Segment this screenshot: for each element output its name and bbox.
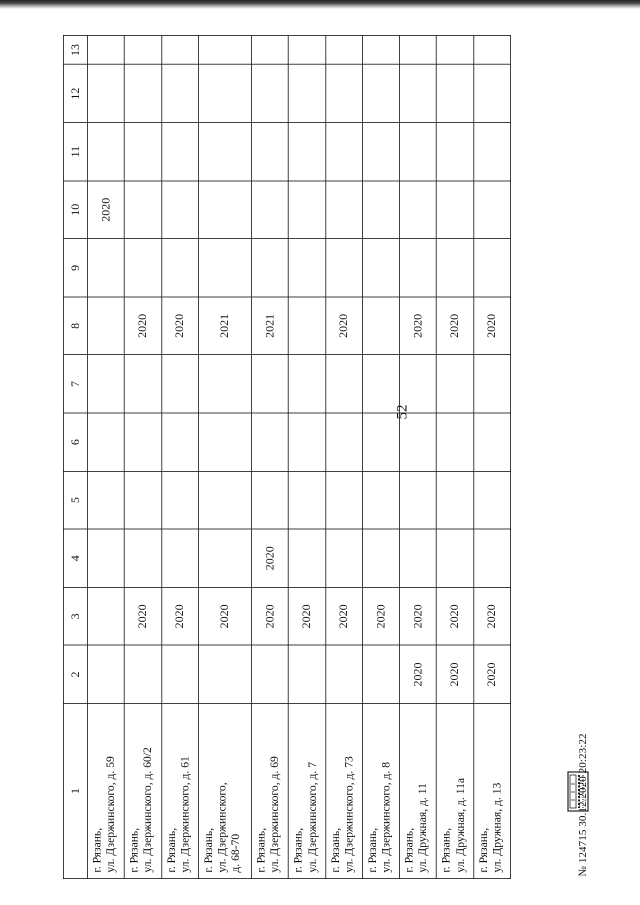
table-body: [87, 35, 510, 878]
year-cell-col-10: [326, 181, 363, 239]
year-cell-col-8: 2020: [437, 297, 474, 355]
scan-edge: [0, 0, 640, 9]
table-row: [363, 35, 400, 878]
year-cell-col-9: [474, 239, 511, 297]
year-cell-col-7: [363, 355, 400, 413]
year-cell-col-5: [400, 471, 437, 529]
address-line: г. Рязань,: [403, 827, 416, 873]
year-cell-col-13: [161, 35, 198, 64]
year-cell-col-9: [400, 239, 437, 297]
schedule-table: [63, 35, 511, 879]
year-cell-col-3: 2020: [363, 587, 400, 645]
year-cell-col-11: [363, 123, 400, 181]
year-cell-col-12: [161, 65, 198, 123]
year-cell-col-3: 2020: [400, 587, 437, 645]
year-cell-col-10: [363, 181, 400, 239]
year-cell-col-4: [363, 529, 400, 587]
year-cell-col-2: 2020: [400, 645, 437, 703]
year-cell-col-4: [474, 529, 511, 587]
year-cell-col-11: [124, 123, 161, 181]
address-line: г. Рязань,: [366, 827, 379, 873]
page-number: 52: [394, 404, 411, 420]
address-line: г. Рязань,: [91, 827, 104, 873]
address-cell: [400, 703, 437, 878]
address-line: г. Рязань,: [329, 827, 342, 873]
year-cell-col-5: [437, 471, 474, 529]
address-line: ул. Дзержинского, д. 61: [178, 756, 192, 873]
year-cell-col-13: [474, 35, 511, 64]
year-cell-col-12: [326, 65, 363, 123]
year-cell-col-10: [400, 181, 437, 239]
year-cell-col-11: [198, 123, 251, 181]
year-cell-col-13: [124, 35, 161, 64]
year-cell-col-6: [87, 413, 124, 471]
address-cell: [87, 703, 124, 878]
year-cell-col-5: [124, 471, 161, 529]
year-cell-col-10: [198, 181, 251, 239]
address-line: д. 68-70: [229, 833, 243, 873]
year-cell-col-10: [437, 181, 474, 239]
year-cell-col-7: [289, 355, 326, 413]
year-cell-col-10: [124, 181, 161, 239]
year-cell-col-8: 2021: [198, 297, 251, 355]
year-cell-col-12: [400, 65, 437, 123]
address-cell: [124, 703, 161, 878]
year-cell-col-12: [198, 65, 251, 123]
year-cell-col-7: [252, 355, 289, 413]
year-cell-col-12: [363, 65, 400, 123]
year-cell-col-7: [474, 355, 511, 413]
year-cell-col-7: [326, 355, 363, 413]
year-cell-col-4: [198, 529, 251, 587]
year-cell-col-8: [289, 297, 326, 355]
year-cell-col-7: [437, 355, 474, 413]
year-cell-col-6: [363, 413, 400, 471]
column-header-6: 6: [63, 413, 87, 471]
year-cell-col-11: [474, 123, 511, 181]
column-header-7: 7: [63, 355, 87, 413]
year-cell-col-10: [252, 181, 289, 239]
year-cell-col-11: [161, 123, 198, 181]
year-cell-col-3: 2020: [437, 587, 474, 645]
year-cell-col-2: [124, 645, 161, 703]
year-cell-col-3: 2020: [326, 587, 363, 645]
year-cell-col-5: [161, 471, 198, 529]
address-cell: [474, 703, 511, 878]
column-header-3: 3: [63, 587, 87, 645]
year-cell-col-6: [326, 413, 363, 471]
year-cell-col-9: [437, 239, 474, 297]
column-header-4: 4: [63, 529, 87, 587]
rotated-table-frame: [63, 35, 511, 879]
address-line: ул. Дзержинского, д. 7: [305, 761, 319, 873]
table-row: [289, 35, 326, 878]
year-cell-col-3: [87, 587, 124, 645]
address-line: г. Рязань,: [128, 827, 141, 873]
address-line: г. Рязань,: [255, 827, 268, 873]
address-line: г. Рязань,: [202, 827, 215, 873]
year-cell-col-9: [326, 239, 363, 297]
address-line: г. Рязань,: [477, 827, 490, 873]
year-cell-col-2: [363, 645, 400, 703]
table-row: [124, 35, 161, 878]
address-line: ул. Дружная, д. 11а: [453, 777, 467, 873]
registration-stamp: № 124715 30.12.2020 20:23:22: [577, 733, 589, 877]
year-cell-col-5: [252, 471, 289, 529]
year-cell-col-4: [87, 529, 124, 587]
year-cell-col-3: 2020: [474, 587, 511, 645]
year-cell-col-12: [437, 65, 474, 123]
year-cell-col-11: [252, 123, 289, 181]
header-row: [63, 35, 87, 878]
year-cell-col-9: [363, 239, 400, 297]
year-cell-col-12: [87, 65, 124, 123]
year-cell-col-2: [252, 645, 289, 703]
column-header-10: 10: [63, 181, 87, 239]
table-row: [437, 35, 474, 878]
address-cell: [326, 703, 363, 878]
address-line: г. Рязань,: [292, 827, 305, 873]
year-cell-col-7: [87, 355, 124, 413]
address-line: ул. Дзержинского,: [215, 782, 229, 873]
column-header-8: 8: [63, 297, 87, 355]
year-cell-col-10: [289, 181, 326, 239]
address-cell: [252, 703, 289, 878]
year-cell-col-13: [363, 35, 400, 64]
year-cell-col-10: [474, 181, 511, 239]
address-cell: [161, 703, 198, 878]
address-cell: [198, 703, 251, 878]
year-cell-col-4: [161, 529, 198, 587]
year-cell-col-11: [289, 123, 326, 181]
year-cell-col-4: [326, 529, 363, 587]
year-cell-col-8: [363, 297, 400, 355]
year-cell-col-10: [161, 181, 198, 239]
address-cell: [289, 703, 326, 878]
address-line: ул. Дружная, д. 11: [416, 783, 430, 873]
column-header-9: 9: [63, 239, 87, 297]
year-cell-col-8: 2020: [400, 297, 437, 355]
address-line: ул. Дзержинского, д. 59: [104, 756, 118, 873]
address-line: ул. Дзержинского, д. 69: [268, 756, 282, 873]
year-cell-col-6: [437, 413, 474, 471]
year-cell-col-4: [400, 529, 437, 587]
address-line: ул. Дзержинского, д. 60/2: [141, 747, 155, 873]
year-cell-col-3: 2020: [289, 587, 326, 645]
year-cell-col-5: [87, 471, 124, 529]
year-cell-col-9: [289, 239, 326, 297]
year-cell-col-6: [124, 413, 161, 471]
year-cell-col-6: [400, 413, 437, 471]
year-cell-col-13: [87, 35, 124, 64]
year-cell-col-6: [289, 413, 326, 471]
address-line: ул. Дружная, д. 13: [490, 782, 504, 873]
year-cell-col-8: 2020: [124, 297, 161, 355]
year-cell-col-3: 2020: [124, 587, 161, 645]
table-row: [474, 35, 511, 878]
year-cell-col-4: [289, 529, 326, 587]
year-cell-col-13: [437, 35, 474, 64]
year-cell-col-11: [400, 123, 437, 181]
table-row: [198, 35, 251, 878]
year-cell-col-13: [289, 35, 326, 64]
year-cell-col-11: [437, 123, 474, 181]
table-row: [326, 35, 363, 878]
year-cell-col-8: 2021: [252, 297, 289, 355]
year-cell-col-2: 2020: [474, 645, 511, 703]
year-cell-col-13: [252, 35, 289, 64]
year-cell-col-8: 2020: [474, 297, 511, 355]
year-cell-col-2: [161, 645, 198, 703]
year-cell-col-5: [474, 471, 511, 529]
year-cell-col-2: [198, 645, 251, 703]
column-header-5: 5: [63, 471, 87, 529]
year-cell-col-13: [326, 35, 363, 64]
year-cell-col-7: [124, 355, 161, 413]
year-cell-col-12: [252, 65, 289, 123]
year-cell-col-12: [289, 65, 326, 123]
column-header-11: 11: [63, 123, 87, 181]
year-cell-col-13: [400, 35, 437, 64]
year-cell-col-5: [363, 471, 400, 529]
year-cell-col-10: 2020: [87, 181, 124, 239]
year-cell-col-6: [474, 413, 511, 471]
year-cell-col-6: [252, 413, 289, 471]
year-cell-col-6: [161, 413, 198, 471]
table-header: [63, 35, 87, 878]
year-cell-col-5: [326, 471, 363, 529]
year-cell-col-3: 2020: [252, 587, 289, 645]
address-line: ул. Дзержинского, д. 73: [342, 756, 356, 873]
column-header-12: 12: [63, 65, 87, 123]
year-cell-col-8: 2020: [161, 297, 198, 355]
year-cell-col-9: [87, 239, 124, 297]
column-header-13: 13: [63, 35, 87, 64]
address-line: г. Рязань,: [165, 827, 178, 873]
year-cell-col-12: [474, 65, 511, 123]
year-cell-col-8: 2020: [326, 297, 363, 355]
year-cell-col-2: [289, 645, 326, 703]
table-row: [252, 35, 289, 878]
year-cell-col-9: [161, 239, 198, 297]
year-cell-col-7: [161, 355, 198, 413]
table-row: [87, 35, 124, 878]
address-cell: [437, 703, 474, 878]
year-cell-col-11: [326, 123, 363, 181]
year-cell-col-12: [124, 65, 161, 123]
year-cell-col-9: [124, 239, 161, 297]
year-cell-col-4: [437, 529, 474, 587]
address-line: г. Рязань,: [440, 827, 453, 873]
table-row: [400, 35, 437, 878]
column-header-2: 2: [63, 645, 87, 703]
year-cell-col-7: [400, 355, 437, 413]
address-line: ул. Дзержинского, д. 8: [379, 761, 393, 873]
year-cell-col-6: [198, 413, 251, 471]
year-cell-col-3: 2020: [161, 587, 198, 645]
address-cell: [363, 703, 400, 878]
year-cell-col-5: [198, 471, 251, 529]
year-cell-col-7: [198, 355, 251, 413]
year-cell-col-13: [198, 35, 251, 64]
year-cell-col-2: 2020: [437, 645, 474, 703]
year-cell-col-9: [198, 239, 251, 297]
table-row: [161, 35, 198, 878]
year-cell-col-8: [87, 297, 124, 355]
year-cell-col-11: [87, 123, 124, 181]
year-cell-col-5: [289, 471, 326, 529]
year-cell-col-4: 2020: [252, 529, 289, 587]
year-cell-col-2: [326, 645, 363, 703]
year-cell-col-4: [124, 529, 161, 587]
year-cell-col-2: [87, 645, 124, 703]
year-cell-col-9: [252, 239, 289, 297]
year-cell-col-3: 2020: [198, 587, 251, 645]
column-header-1: 1: [63, 703, 87, 878]
